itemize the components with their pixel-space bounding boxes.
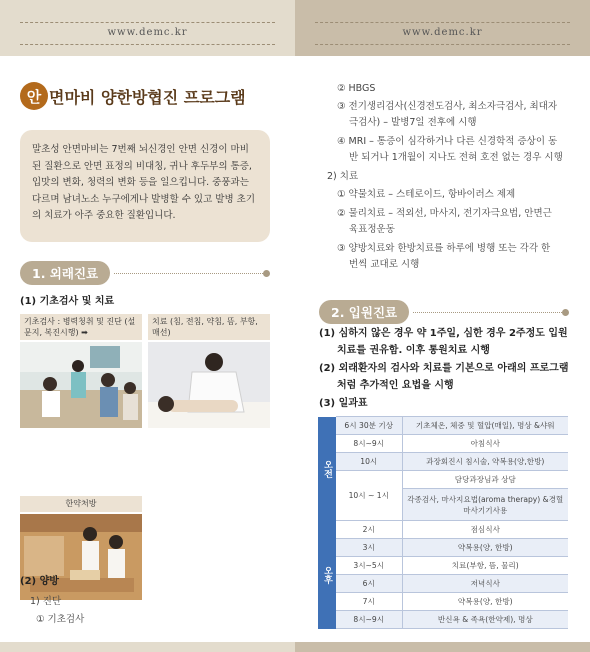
- activity-cell: 담당과장님과 상담: [402, 471, 568, 489]
- table-row: [318, 453, 568, 471]
- header-dash-bottom: [315, 44, 570, 45]
- table-row: [318, 611, 568, 629]
- page-title: [20, 82, 246, 110]
- daily-schedule-table: [318, 416, 568, 629]
- activity-cell: 각종검사, 마사지요법(aroma therapy) &경혈마사기기사용: [402, 489, 568, 521]
- inpatient-p1a: (1) 심하지 않은 경우 약 1주일, 심한 경우 2주정도 입원: [319, 328, 568, 339]
- list-electro-b: 극검사) – 발병7일 전후에 시행: [349, 117, 477, 128]
- section2-header: [319, 300, 569, 324]
- section1-header: [20, 261, 270, 285]
- list-mri-a: ④ MRI – 통증이 심각하거나 다른 신경학적 증상이 동: [337, 136, 558, 147]
- list-treatment: 2) 치료: [327, 171, 359, 182]
- list-combined-a: ③ 양방치료와 한방치료를 하루에 병행 또는 각각 한: [337, 243, 551, 254]
- header-left: [0, 0, 295, 56]
- subhead-western: (2) 양방: [20, 576, 59, 587]
- period-am: 오전: [318, 417, 336, 521]
- list-physio-a: ② 물리치료 – 적외선, 마사지, 전기자극요법, 안면근: [337, 208, 552, 219]
- header-dash-bottom: [20, 44, 275, 45]
- footer-right: [295, 642, 590, 652]
- activity-cell: 약복용(양, 한방): [402, 593, 568, 611]
- header-right: [295, 0, 590, 56]
- table-row: [318, 593, 568, 611]
- header-url-right[interactable]: www.demc.kr: [402, 27, 483, 38]
- list-electro-a: ③ 전기생리검사(신경전도검사, 최소자극검사, 최대자: [337, 101, 558, 112]
- table-row: [318, 471, 568, 489]
- list-diagnosis: 1) 진단: [30, 596, 62, 607]
- table-row: [318, 521, 568, 539]
- time-cell: 8시~9시: [336, 435, 402, 453]
- table-row: [318, 539, 568, 557]
- activity-cell: 점심식사: [402, 521, 568, 539]
- period-pm: 오후: [318, 521, 336, 629]
- section2-label: 2. 입원진료: [319, 300, 409, 324]
- section-dot: [263, 270, 270, 277]
- table-row: [318, 435, 568, 453]
- time-cell: 10시: [336, 453, 402, 471]
- time-cell: 7시: [336, 593, 402, 611]
- list-basic-exam: ① 기초검사: [36, 614, 85, 625]
- list-drug: ① 약물치료 – 스테로이드, 항바이러스 제제: [337, 189, 516, 200]
- time-cell: 10시 ~ 1시: [336, 471, 402, 521]
- time-cell: 3시~5시: [336, 557, 402, 575]
- photo-consultation: [20, 342, 142, 428]
- title-text: 면마비 양한방협진 프로그램: [49, 87, 246, 107]
- photo-acupuncture: [148, 342, 270, 428]
- section-dot: [562, 309, 569, 316]
- header-url-left[interactable]: www.demc.kr: [107, 27, 188, 38]
- table-row: [318, 557, 568, 575]
- section-divider: [413, 312, 562, 313]
- inpatient-p2b: 처럼 추가적인 요법을 시행: [337, 380, 454, 391]
- table-row: [318, 417, 568, 435]
- header-dash-top: [315, 22, 570, 23]
- list-combined-b: 번씩 교대로 시행: [349, 259, 420, 270]
- photo2-caption: 치료 (침, 전침, 약침, 뜸, 부항, 매선): [148, 314, 270, 340]
- time-cell: 2시: [336, 521, 402, 539]
- inpatient-p2a: (2) 외래환자의 검사와 치료를 기본으로 아래의 프로그램: [319, 363, 569, 374]
- section1-label: 1. 외래진료: [20, 261, 110, 285]
- time-cell: 8시~9시: [336, 611, 402, 629]
- photo1-caption: 기초검사 : 병력청취 및 진단 (설문지, 복진시행) ➡: [20, 314, 142, 340]
- footer-left: [0, 642, 295, 652]
- activity-cell: 과장회진시 침시술, 약복용(양,한방): [402, 453, 568, 471]
- inpatient-p3: (3) 일과표: [319, 398, 368, 409]
- list-hbgs: ② HBGS: [337, 83, 376, 94]
- right-page: [295, 56, 590, 642]
- activity-cell: 아침식사: [402, 435, 568, 453]
- time-cell: 6시 30분 기상: [336, 417, 402, 435]
- photo3-caption: 한약처방: [20, 496, 142, 512]
- section-divider: [114, 273, 263, 274]
- activity-cell: 치료(부항, 뜸, 물리): [402, 557, 568, 575]
- inpatient-p1b: 치료를 권유함. 이후 통원치료 시행: [337, 345, 490, 356]
- list-mri-b: 반 되거나 1개월이 지나도 전혀 호전 없는 경우 시행: [349, 152, 563, 163]
- header-dash-top: [20, 22, 275, 23]
- activity-cell: 약복용(양, 한방): [402, 539, 568, 557]
- activity-cell: 반신욕 & 족욕(한약제), 명상: [402, 611, 568, 629]
- activity-cell: 저녁식사: [402, 575, 568, 593]
- left-page: [0, 56, 295, 642]
- time-cell: 3시: [336, 539, 402, 557]
- intro-box: 말초성 안면마비는 7번째 뇌신경인 안면 신경이 마비된 질환으로 안면 표정의 비대칭, 귀나 후두부의 통증, 입맛의 변화, 청력의 변화 등을 일으킵니다. 중풍과는 다르며 남녀노소 누구에게나 발병할 수 있고 발병 초기의 치료가 아주 중요한 질환입니다.: [20, 130, 270, 242]
- title-badge: 안: [20, 82, 48, 110]
- photo-herbal: [20, 514, 142, 600]
- time-cell: 6시: [336, 575, 402, 593]
- subhead-basic-exam: (1) 기초검사 및 치료: [20, 296, 115, 307]
- list-physio-b: 육표정운동: [349, 224, 395, 235]
- table-row: [318, 575, 568, 593]
- activity-cell: 기초체온, 체중 및 혈압(매일), 명상 &샤워: [402, 417, 568, 435]
